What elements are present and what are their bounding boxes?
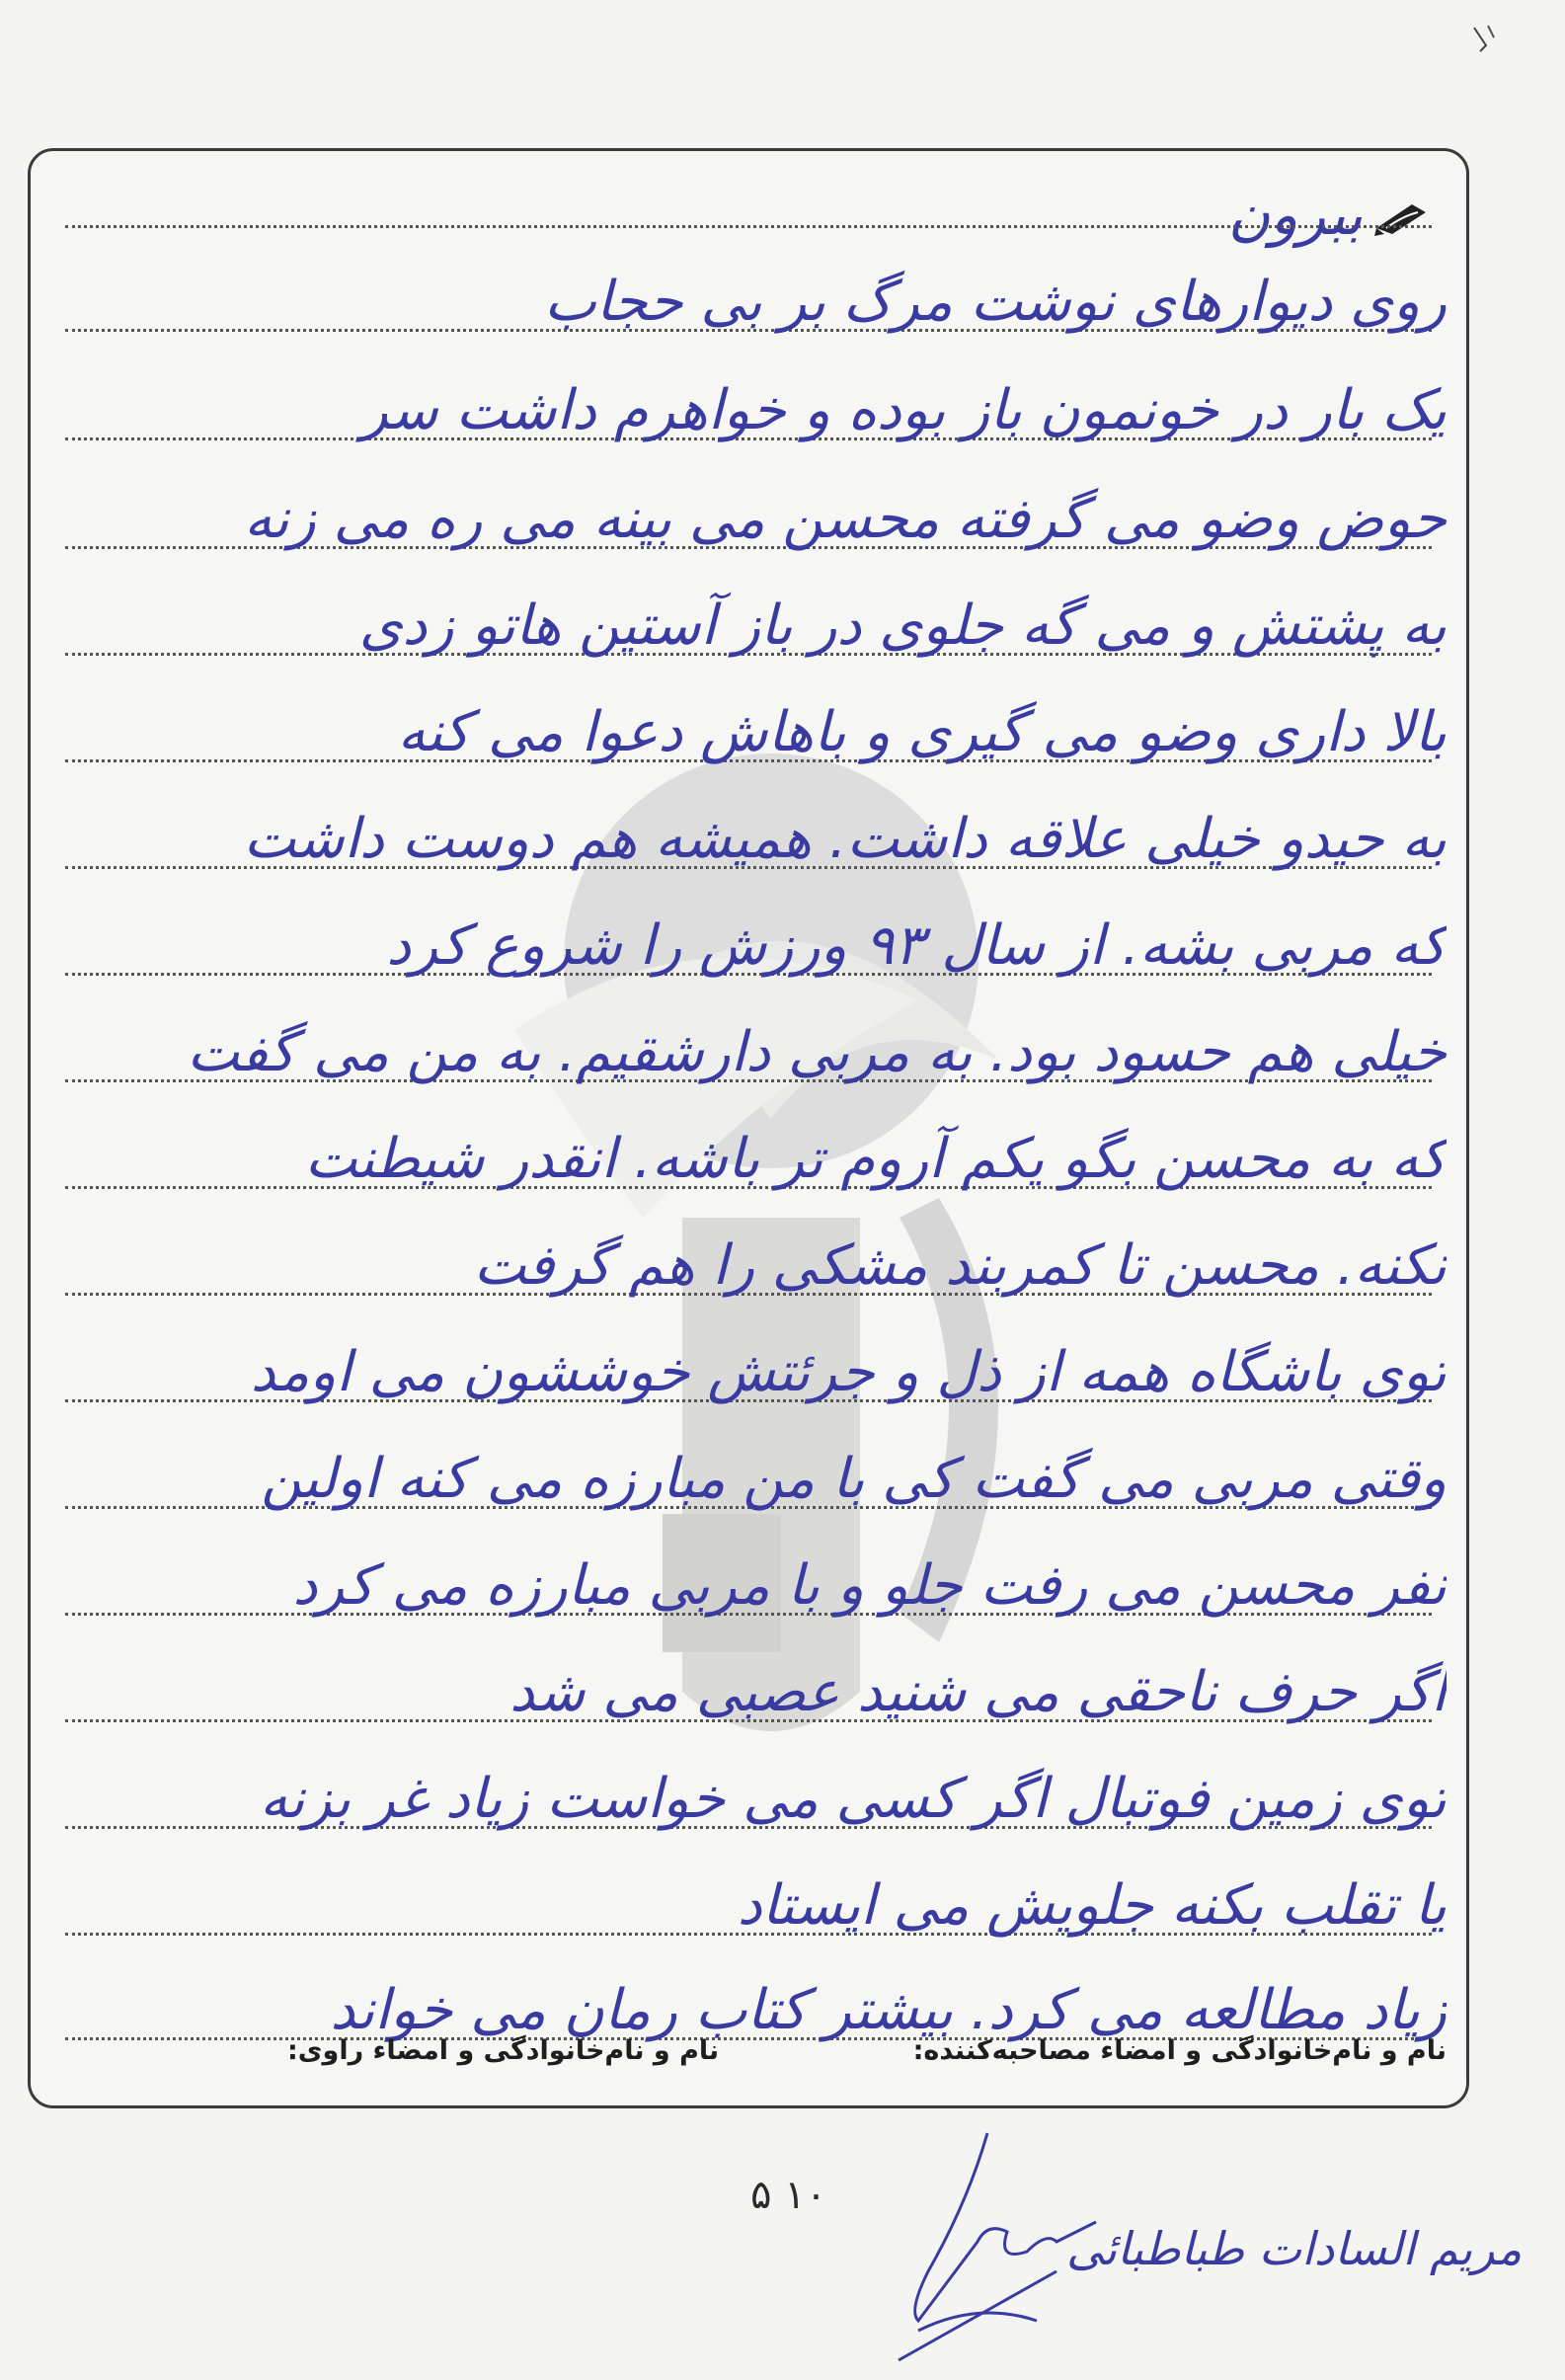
page-number: ۱۰ ۵ [750,2173,827,2218]
handwritten-line: بالا داری وضو می گیری و باهاش دعوا می کنه [397,700,1447,764]
handwritten-line: یک بار در خونمون باز بوده و خواهرم داشت سر [360,378,1447,442]
handwritten-line: زیاد مطالعه می کرد. بیشتر کتاب رمان می خواند [330,1978,1447,2042]
handwritten-line: نفر محسن می رفت جلو و با مربی مبارزه می کرد [292,1553,1447,1618]
handwritten-line: توی باشگاه همه از ذل و جرئتش خوششون می اومد [250,1340,1447,1404]
handwritten-line: که مربی بشه. از سال ۹۳ ورزش را شروع کرد [386,913,1447,978]
handwritten-line: وقتی مربی می گفت کی با من مبارزه می کنه اولین [261,1447,1447,1511]
handwritten-line: توی زمین فوتبال اگر کسی می خواست زیاد غر بزنه [259,1767,1447,1831]
narrator-signature-label: نام و نام‌خانوادگی و امضاء راوی: [287,2035,720,2066]
handwritten-line: حوض وضو می گرفته محسن می بینه می ره می زنه [244,487,1447,551]
handwritten-line: به پشتش و می گه جلوی در باز آستین هاتو زدی [358,594,1447,658]
handwritten-line: که به محسن بگو یکم آروم تر باشه. انقدر شیطنت [304,1127,1447,1191]
signature-name: مریم السادات طباطبائی [1066,2222,1523,2275]
ruled-line [65,225,1432,228]
handwritten-line: روی دیوارهای نوشت مرگ بر بی حجاب [544,270,1447,334]
interviewer-signature-label: نام و نام‌خانوادگی و امضاء مصاحبه‌کننده: [912,2035,1447,2066]
handwritten-line: خیلی هم حسود بود. به مربی دارشقیم. به من می گفت [187,1020,1447,1084]
document-title: ببرون [1227,181,1363,248]
handwritten-line: به حیدو خیلی علاقه داشت. همیشه هم دوست داشت [243,807,1447,871]
handwritten-line: نکنه. محسن تا کمربند مشکی را هم گرفت [473,1233,1447,1298]
form-frame [28,148,1469,2108]
corner-mark-icon [1466,18,1506,57]
handwritten-line: اگر حرف ناحقی می شنید عصبی می شد [509,1660,1447,1724]
handwritten-line: یا تقلب بکنه جلویش می ایستاد [737,1873,1447,1938]
